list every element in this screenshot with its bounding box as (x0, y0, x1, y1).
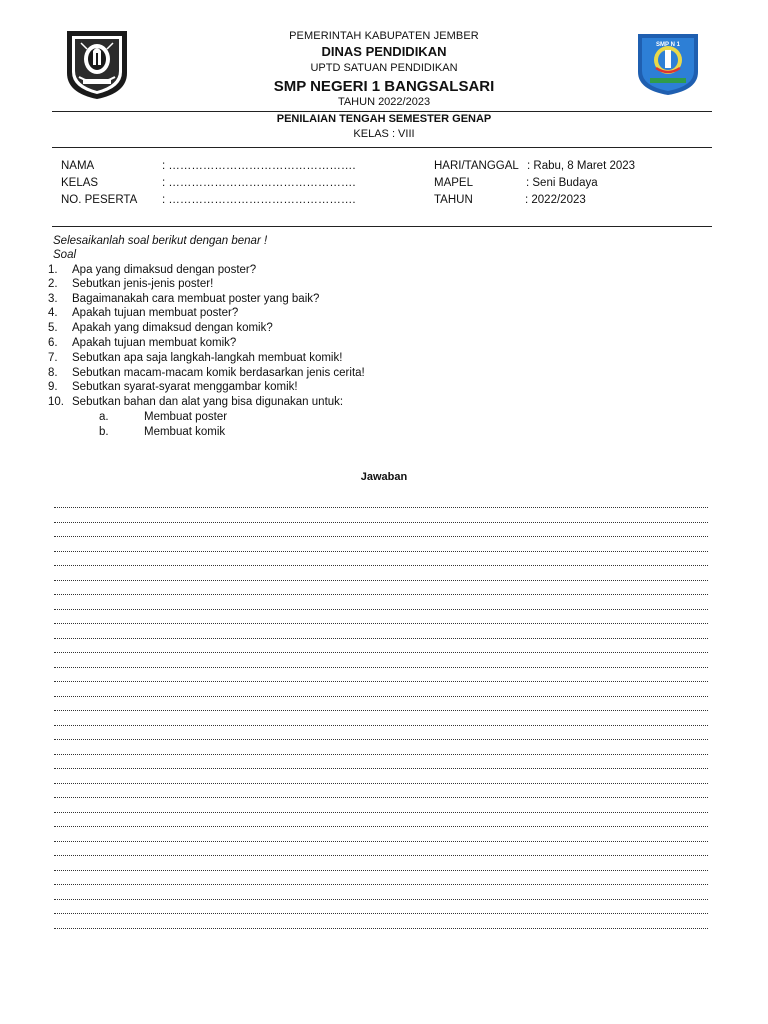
answer-line[interactable] (54, 565, 708, 566)
question-number: 5. (48, 322, 58, 334)
answer-line[interactable] (54, 841, 708, 842)
info-label: MAPEL (434, 177, 473, 189)
exam-title: PENILAIAN TENGAH SEMESTER GENAP (276, 113, 492, 125)
title-divider (52, 147, 712, 148)
questions-heading: Soal (53, 249, 77, 261)
school-emblem-text: SMP N 1 (656, 42, 680, 48)
question-number: 4. (48, 307, 58, 319)
info-label: NAMA (61, 160, 95, 172)
info-divider (52, 226, 712, 227)
answer-line[interactable] (54, 826, 708, 827)
question-text: Apakah yang dimaksud dengan komik? (72, 322, 273, 334)
answer-line[interactable] (54, 551, 708, 552)
sub-item-text: Membuat komik (144, 426, 226, 438)
info-value: : Rabu, 8 Maret 2023 (527, 160, 636, 172)
instructions: Selesaikanlah soal berikut dengan benar ! (53, 235, 268, 247)
answer-line[interactable] (54, 783, 708, 784)
answer-line[interactable] (54, 638, 708, 639)
answer-line[interactable] (54, 870, 708, 871)
answer-line[interactable] (54, 812, 708, 813)
info-label: KELAS (61, 177, 99, 189)
answer-line[interactable] (54, 754, 708, 755)
answer-line[interactable] (54, 667, 708, 668)
answer-line[interactable] (54, 609, 708, 610)
question-text: Sebutkan syarat-syarat menggambar komik! (72, 381, 298, 393)
question-text: Sebutkan bahan dan alat yang bisa digunakan untuk: (72, 396, 344, 408)
info-value: : Seni Budaya (526, 177, 598, 189)
info-value: : …………………………………………. (162, 177, 356, 189)
question-text: Apakah tujuan membuat komik? (72, 337, 237, 349)
answer-line[interactable] (54, 507, 708, 508)
info-value: : …………………………………………. (162, 194, 356, 206)
jember-emblem-logo (63, 29, 131, 101)
question-text: Sebutkan jenis-jenis poster! (72, 278, 214, 290)
answer-line[interactable] (54, 899, 708, 900)
answer-line[interactable] (54, 739, 708, 740)
answer-line[interactable] (54, 710, 708, 711)
question-number: 2. (48, 278, 58, 290)
sub-item-letter: b. (99, 426, 109, 438)
answer-line[interactable] (54, 623, 708, 624)
answer-line[interactable] (54, 522, 708, 523)
answer-line[interactable] (54, 652, 708, 653)
answer-line[interactable] (54, 855, 708, 856)
sub-item-text: Membuat poster (144, 411, 228, 423)
answer-line[interactable] (54, 884, 708, 885)
answer-line[interactable] (54, 928, 708, 929)
question-number: 8. (48, 367, 58, 379)
info-label: HARI/TANGGAL (434, 160, 519, 172)
question-text: Sebutkan apa saja langkah-langkah membuat komik! (72, 352, 343, 364)
answer-line[interactable] (54, 594, 708, 595)
info-label: NO. PESERTA (61, 194, 138, 206)
sub-item-letter: a. (99, 411, 109, 423)
answer-line[interactable] (54, 580, 708, 581)
header-year: TAHUN 2022/2023 (337, 96, 431, 108)
header-unit: UPTD SATUAN PENDIDIKAN (310, 62, 458, 74)
question-number: 7. (48, 352, 58, 364)
header-government: PEMERINTAH KABUPATEN JEMBER (289, 30, 479, 42)
answer-line[interactable] (54, 913, 708, 914)
answer-heading: Jawaban (360, 471, 408, 483)
question-text: Bagaimanakah cara membuat poster yang baik? (72, 293, 320, 305)
school-emblem-logo (636, 32, 700, 96)
answer-line[interactable] (54, 536, 708, 537)
question-text: Apakah tujuan membuat poster? (72, 307, 239, 319)
header-divider (52, 111, 712, 112)
info-value: : …………………………………………. (162, 160, 356, 172)
info-label: TAHUN (434, 194, 473, 206)
question-number: 3. (48, 293, 58, 305)
question-number: 9. (48, 381, 58, 393)
answer-line[interactable] (54, 768, 708, 769)
question-number: 6. (48, 337, 58, 349)
question-text: Sebutkan macam-macam komik berdasarkan jenis cerita! (72, 367, 365, 379)
answer-line[interactable] (54, 681, 708, 682)
info-value: : 2022/2023 (525, 194, 586, 206)
exam-class: KELAS : VIII (353, 128, 415, 140)
answer-line[interactable] (54, 797, 708, 798)
header-school-name: SMP NEGERI 1 BANGSALSARI (273, 78, 495, 95)
header-department: DINAS PENDIDIKAN (321, 44, 447, 59)
question-number: 1. (48, 264, 58, 276)
answer-line[interactable] (54, 725, 708, 726)
question-number: 10. (48, 396, 64, 408)
question-text: Apa yang dimaksud dengan poster? (72, 264, 257, 276)
answer-line[interactable] (54, 696, 708, 697)
